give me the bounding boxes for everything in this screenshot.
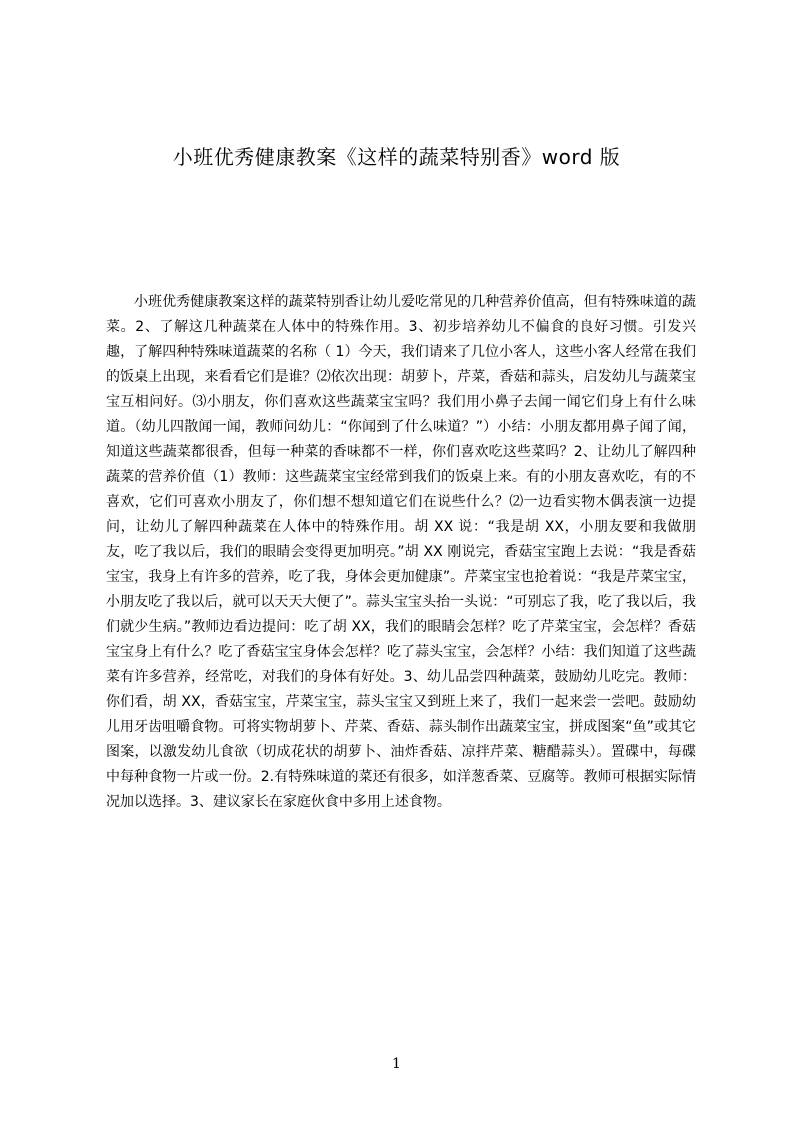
page-number: 1 xyxy=(392,1056,401,1072)
document-body-paragraph: 小班优秀健康教案这样的蔬菜特别香让幼儿爱吃常见的几种营养价值高，但有特殊味道的蔬菜。2、了解这几种蔬菜在人体中的特殊作用。3、初步培养幼儿不偏食的良好习惯。引发兴趣，了解四种特殊味道蔬菜的名称（ 1）今天，我们请来了几位小客人，这些小客人经常在我们的饭桌上出现，来看看它们是谁？⑵依次出现：胡萝卜，芹菜，香菇和蒜头，启发幼儿与蔬菜宝宝互相问好。⑶小朋友，你们喜欢这些蔬菜宝宝吗？我们用小鼻子去闻一闻它们身上有什么味道。（幼儿四散闻一闻，教师问幼儿：“你闻到了什么味道？”）小结：小朋友都用鼻子闻了闻，知道这些蔬菜都很香，但每一种菜的香味都不一样，你们喜欢吃这些菜吗？2、让幼儿了解四种蔬菜的营养价值（1）教师：这些蔬菜宝宝经常到我们的饭桌上来。有的小朋友喜欢吃，有的不喜欢，它们可喜欢小朋友了，你们想不想知道它们在说些什么？⑵一边看实物木偶表演一边提问，让幼儿了解四种蔬菜在人体中的特殊作用。胡 XX 说：“我是胡 XX，小朋友要和我做朋友，吃了我以后，我们的眼睛会变得更加明亮。”胡 XX 刚说完，香菇宝宝跑上去说：“我是香菇宝宝，我身上有许多的营养，吃了我，身体会更加健康”。芹菜宝宝也抢着说：“我是芹菜宝宝，小朋友吃了我以后，就可以天天大便了”。蒜头宝宝头抬一头说：“可别忘了我，吃了我以后，我们就少生病。”教师边看边提问：吃了胡 XX，我们的眼睛会怎样？吃了芹菜宝宝，会怎样？香菇宝宝身上有什么？吃了香菇宝宝身体会怎样？吃了蒜头宝宝，会怎样？小结：我们知道了这些蔬菜有许多营养，经常吃，对我们的身体有好处。3、幼儿品尝四种蔬菜，鼓励幼儿吃完。教师：你们看，胡 XX，香菇宝宝，芹菜宝宝，蒜头宝宝又到班上来了，我们一起来尝一尝吧。鼓励幼儿用牙齿咀嚼食物。可将实物胡萝卜、芹菜、香菇、蒜头制作出蔬菜宝宝，拼成图案“鱼”或其它图案，以激发幼儿食欲（切成花状的胡萝卜、油炸香菇、凉拌芹菜、糖醋蒜头）。置碟中，每碟中每种食物一片或一份。2.有特殊味道的菜还有很多，如洋葱香菜、豆腐等。教师可根据实际情况加以选择。3、建议家长在家庭伙食中多用上述食物。 xyxy=(106,294,696,810)
document-title: 小班优秀健康教案《这样的蔬菜特别香》word 版 xyxy=(172,145,621,169)
